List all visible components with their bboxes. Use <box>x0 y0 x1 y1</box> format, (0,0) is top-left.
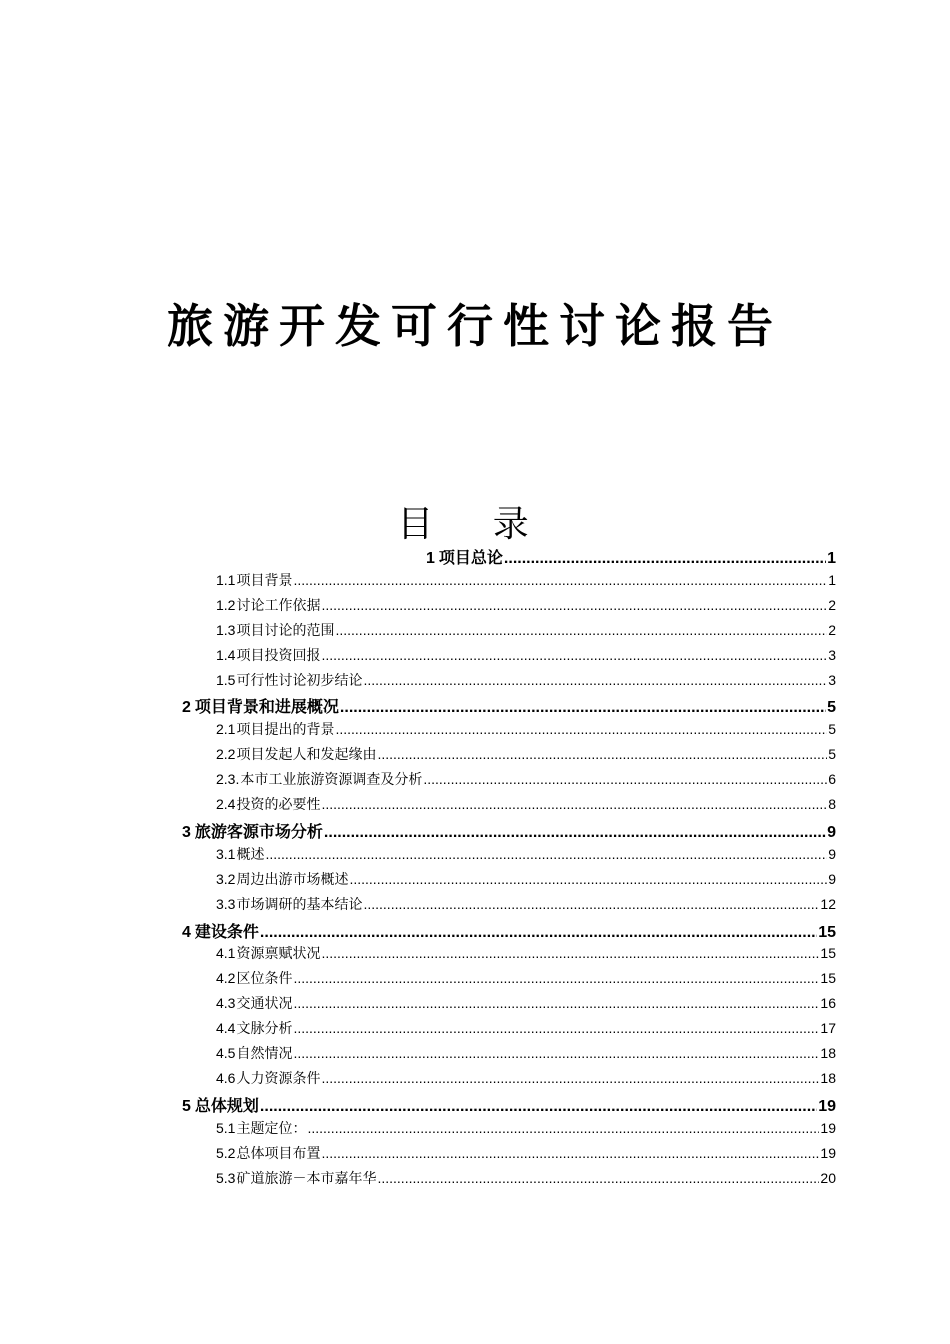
toc-entry-number: 2 <box>182 699 191 717</box>
toc-entry-number: 4.1 <box>216 945 236 962</box>
toc-dot-leader <box>423 771 827 787</box>
toc-entry-number: 4.4 <box>216 1020 236 1037</box>
toc-dot-leader <box>307 1120 819 1136</box>
toc-dot-leader <box>363 672 827 688</box>
toc-section-entry[interactable] <box>216 1143 836 1165</box>
toc-entry-title: 旅游客源市场分析 <box>194 821 323 841</box>
toc-entry-number: 4.2 <box>216 970 236 987</box>
toc-entry-number: 2.2 <box>216 746 236 763</box>
toc-section-entry[interactable] <box>216 719 836 741</box>
toc-entry-page-number: 9 <box>828 845 836 862</box>
toc-entry-page-number: 19 <box>820 1144 836 1161</box>
toc-entry-number: 3.1 <box>216 845 236 862</box>
toc-entry-title: 主题定位： <box>236 1120 307 1137</box>
toc-entry-number: 1 <box>426 550 435 567</box>
toc-entry-page-number: 19 <box>820 1119 836 1136</box>
toc-dot-leader <box>293 1045 819 1061</box>
toc-entry-title: 自然情况 <box>236 1046 293 1062</box>
toc-entry-number: 2.1 <box>216 721 236 738</box>
toc-entry-title: 讨论工作依据 <box>236 597 321 614</box>
toc-chapter-entry[interactable] <box>182 694 836 718</box>
toc-entry-page-number: 8 <box>828 796 836 812</box>
toc-section-entry[interactable] <box>216 620 836 642</box>
toc-entry-page-number: 19 <box>818 1097 836 1115</box>
toc-section-entry[interactable] <box>216 670 836 692</box>
toc-entry-page-number: 5 <box>828 746 836 763</box>
toc-section-entry[interactable] <box>216 993 836 1015</box>
toc-dot-leader <box>363 896 819 912</box>
toc-dot-leader <box>321 1070 819 1086</box>
toc-entry-number: 5 <box>182 1097 191 1115</box>
toc-entry-number: 4 <box>182 923 191 941</box>
toc-dot-leader <box>321 647 827 663</box>
toc-entry-title: 可行性讨论初步结论 <box>236 672 363 689</box>
toc-entry-number: 1.3 <box>216 621 236 638</box>
toc-dot-leader <box>349 871 827 887</box>
toc-dot-leader <box>321 597 827 613</box>
toc-entry-number: 1.4 <box>216 646 236 663</box>
toc-entry-title: 建设条件 <box>194 921 259 941</box>
toc-section-entry[interactable] <box>216 844 836 866</box>
toc-entry-title: 周边出游市场概述 <box>236 871 349 888</box>
toc-entry-number: 5.3 <box>216 1169 236 1186</box>
toc-entry-title: 投资的必要性 <box>236 797 321 813</box>
toc-entry-title: 项目发起人和发起缘由 <box>236 747 377 764</box>
toc-section-entry[interactable] <box>216 1118 836 1140</box>
toc-section-entry[interactable] <box>216 794 836 816</box>
toc-dot-leader <box>321 1145 819 1161</box>
toc-entry-page-number: 9 <box>827 823 836 841</box>
toc-entry-number: 4.6 <box>216 1069 236 1086</box>
toc-dot-leader <box>293 970 819 986</box>
toc-entry-page-number: 15 <box>818 923 836 941</box>
toc-entry-number: 2.3. <box>216 771 240 788</box>
toc-entry-title: 市场调研的基本结论 <box>236 896 363 913</box>
toc-entry-title: 项目背景和进展概况 <box>194 697 339 717</box>
toc-section-entry[interactable] <box>216 968 836 990</box>
toc-entry-page-number: 2 <box>828 621 836 638</box>
toc-entry-number: 4.3 <box>216 995 236 1012</box>
toc-dot-leader <box>377 746 827 762</box>
toc-entry-title: 总体规划 <box>194 1095 259 1115</box>
toc-entry-title: 项目投资回报 <box>236 647 321 664</box>
toc-entry-number: 1.1 <box>216 571 236 588</box>
toc-section-entry[interactable] <box>216 1018 836 1040</box>
toc-entry-page-number: 5 <box>827 699 836 717</box>
toc-entry-title: 概述 <box>236 846 265 863</box>
toc-entry-page-number: 15 <box>820 970 836 987</box>
toc-entry-page-number: 3 <box>828 646 836 663</box>
toc-entry-title: 文脉分析 <box>236 1021 293 1038</box>
toc-dot-leader <box>293 572 827 588</box>
toc-entry-page-number: 16 <box>820 995 836 1012</box>
toc-entry-page-number: 6 <box>828 771 836 788</box>
toc-section-entry[interactable] <box>216 769 836 791</box>
toc-entry-number: 3.2 <box>216 870 236 887</box>
toc-chapter-entry[interactable] <box>426 545 836 569</box>
toc-entry-page-number: 18 <box>820 1069 836 1086</box>
toc-entry-number: 4.5 <box>216 1045 236 1061</box>
toc-entry-title: 项目提出的背景 <box>236 722 335 739</box>
toc-entry-page-number: 5 <box>828 721 836 738</box>
toc-entry-title: 交通状况 <box>236 996 293 1013</box>
toc-dot-leader <box>321 796 827 812</box>
toc-section-entry[interactable] <box>216 1168 836 1190</box>
toc-entry-number: 5.1 <box>216 1119 236 1136</box>
toc-entry-number: 1.5 <box>216 671 236 688</box>
toc-heading: 目 录 <box>397 504 553 545</box>
toc-dot-leader <box>265 846 827 862</box>
toc-entry-page-number: 18 <box>820 1045 836 1061</box>
toc-dot-leader <box>335 622 827 638</box>
toc-entry-number: 3.3 <box>216 895 236 912</box>
toc-entry-title: 人力资源条件 <box>236 1070 321 1087</box>
toc-chapter-entry[interactable] <box>182 819 836 843</box>
toc-entry-title: 项目背景 <box>236 572 293 589</box>
toc-entry-number: 5.2 <box>216 1144 236 1161</box>
toc-entry-number: 3 <box>182 823 191 841</box>
toc-entry-title: 本市工业旅游资源调查及分析 <box>240 772 423 789</box>
toc-entry-page-number: 1 <box>828 571 836 588</box>
toc-entry-title: 矿道旅游－本市嘉年华 <box>236 1170 377 1187</box>
toc-dot-leader <box>321 945 819 961</box>
toc-dot-leader <box>293 1020 819 1036</box>
toc-section-entry[interactable] <box>216 894 836 916</box>
toc-entry-number: 2.4 <box>216 796 236 812</box>
toc-dot-leader <box>340 699 826 717</box>
toc-section-entry[interactable] <box>216 869 836 891</box>
toc-entry-title: 资源禀赋状况 <box>236 946 321 963</box>
toc-section-entry[interactable] <box>216 1043 836 1065</box>
toc-dot-leader <box>504 550 826 568</box>
toc-entry-page-number: 9 <box>828 870 836 887</box>
toc-entry-title: 总体项目布置 <box>236 1145 321 1162</box>
toc-section-entry[interactable] <box>216 1068 836 1090</box>
toc-entry-title: 项目讨论的范围 <box>236 622 335 639</box>
toc-entry-page-number: 20 <box>820 1169 836 1186</box>
document-title: 旅游开发可行性讨论报告 <box>167 299 783 353</box>
toc-chapter-entry[interactable] <box>182 1093 836 1117</box>
toc-section-entry[interactable] <box>216 570 836 592</box>
toc-section-entry[interactable] <box>216 744 836 766</box>
toc-dot-leader <box>293 995 819 1011</box>
toc-entry-number: 1.2 <box>216 596 236 613</box>
toc-entry-page-number: 17 <box>820 1020 836 1037</box>
toc-entry-page-number: 12 <box>820 895 836 912</box>
toc-section-entry[interactable] <box>216 645 836 667</box>
toc-dot-leader <box>260 1098 817 1116</box>
toc-entry-page-number: 2 <box>828 596 836 613</box>
toc-entry-title: 区位条件 <box>236 971 293 988</box>
toc-dot-leader <box>260 924 817 942</box>
toc-entry-title: 项目总论 <box>438 548 503 567</box>
toc-dot-leader <box>377 1170 819 1186</box>
toc-dot-leader <box>324 824 826 842</box>
toc-entry-page-number: 3 <box>828 671 836 688</box>
toc-entry-page-number: 1 <box>827 550 836 567</box>
toc-section-entry[interactable] <box>216 943 836 965</box>
toc-entry-page-number: 15 <box>820 945 836 962</box>
toc-section-entry[interactable] <box>216 595 836 617</box>
toc-chapter-entry[interactable] <box>182 919 836 943</box>
toc-dot-leader <box>335 721 827 737</box>
